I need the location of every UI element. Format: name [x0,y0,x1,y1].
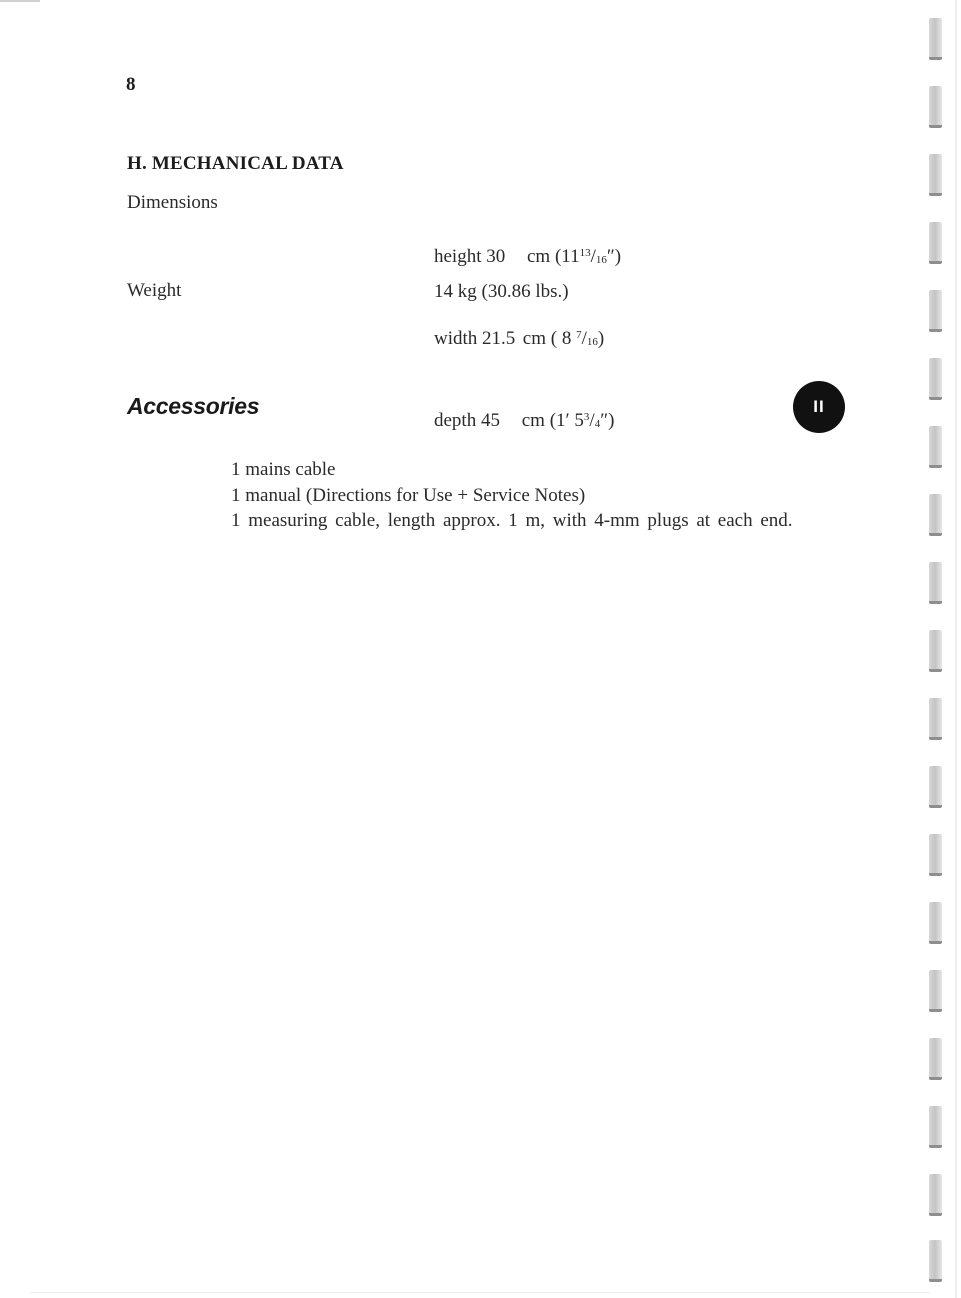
binding-tab-icon [929,970,942,1012]
binding-tab-icon [929,1240,942,1282]
binding-tab-icon [929,86,942,128]
width-name: width [434,328,478,349]
binding-tab-icon [929,18,942,60]
depth-row: depth 45 cm (1′ $5^3/4''$) [434,410,615,431]
binding-tab-icon [929,1174,942,1216]
depth-frac-den: 4 [594,418,601,430]
height-frac-num: 13 [579,247,591,259]
scan-edge-mark [0,0,40,2]
accessories-list [231,457,793,534]
section-badge-icon: II [793,381,845,433]
width-value: 21.5 [482,328,516,349]
binding-tab-icon [929,358,942,400]
weight-value: 14 kg (30.86 lbs.) [434,281,569,302]
page-bottom-edge [30,1292,930,1293]
height-row: height 30 cm $(11^{13}/16'')$ [434,246,622,267]
width-frac-num: 7 [576,329,582,341]
depth-value: 45 [480,410,500,431]
height-name: height [434,246,482,267]
weight-label: Weight [127,280,182,301]
page-edge [955,0,957,1298]
height-unit: cm [527,246,551,267]
binding-tab-icon [929,494,942,536]
binding-strip [926,0,946,1298]
binding-tab-icon [929,562,942,604]
depth-unit: cm [521,410,545,431]
binding-tab-icon [929,154,942,196]
section-heading-mechanical-data: H. MECHANICAL DATA [127,153,344,174]
binding-tab-icon [929,1038,942,1080]
height-frac-den: 16 [595,254,607,266]
list-item: 1 manual (Directions for Use + Service Notes) [231,484,586,506]
width-imperial-post: ) [597,328,605,349]
binding-tab-icon [929,698,942,740]
dimensions-label: Dimensions [127,192,218,213]
dimensions-values [434,191,621,462]
binding-tab-icon [929,630,942,672]
page-number: 8 [126,74,136,95]
width-row: width 21.5 cm ( 8 $^7$/16) [434,328,605,349]
depth-imperial-post: ″) [600,410,615,431]
width-unit: cm [522,328,546,349]
depth-frac-num: 3 [583,411,590,423]
depth-name: depth [434,410,477,431]
width-frac-den: 16 [586,336,598,348]
width-imperial-pre: ( 8 [550,328,577,349]
binding-tab-icon [929,766,942,808]
list-item: 1 measuring cable, length approx. 1 m, with 4-mm plugs at each end. [231,510,793,531]
binding-tab-icon [929,902,942,944]
list-item: 1 mains cable [231,459,336,480]
binding-tab-icon [929,1106,942,1148]
height-value: 30 [486,246,506,267]
height-imperial-pre: (11 [554,246,580,267]
depth-imperial-pre: (1′ 5 [549,410,584,431]
binding-tab-icon [929,834,942,876]
binding-tab-icon [929,290,942,332]
binding-tab-icon [929,426,942,468]
binding-tab-icon [929,222,942,264]
height-imperial-post: ″) [606,246,622,267]
accessories-heading: Accessories [127,393,260,419]
